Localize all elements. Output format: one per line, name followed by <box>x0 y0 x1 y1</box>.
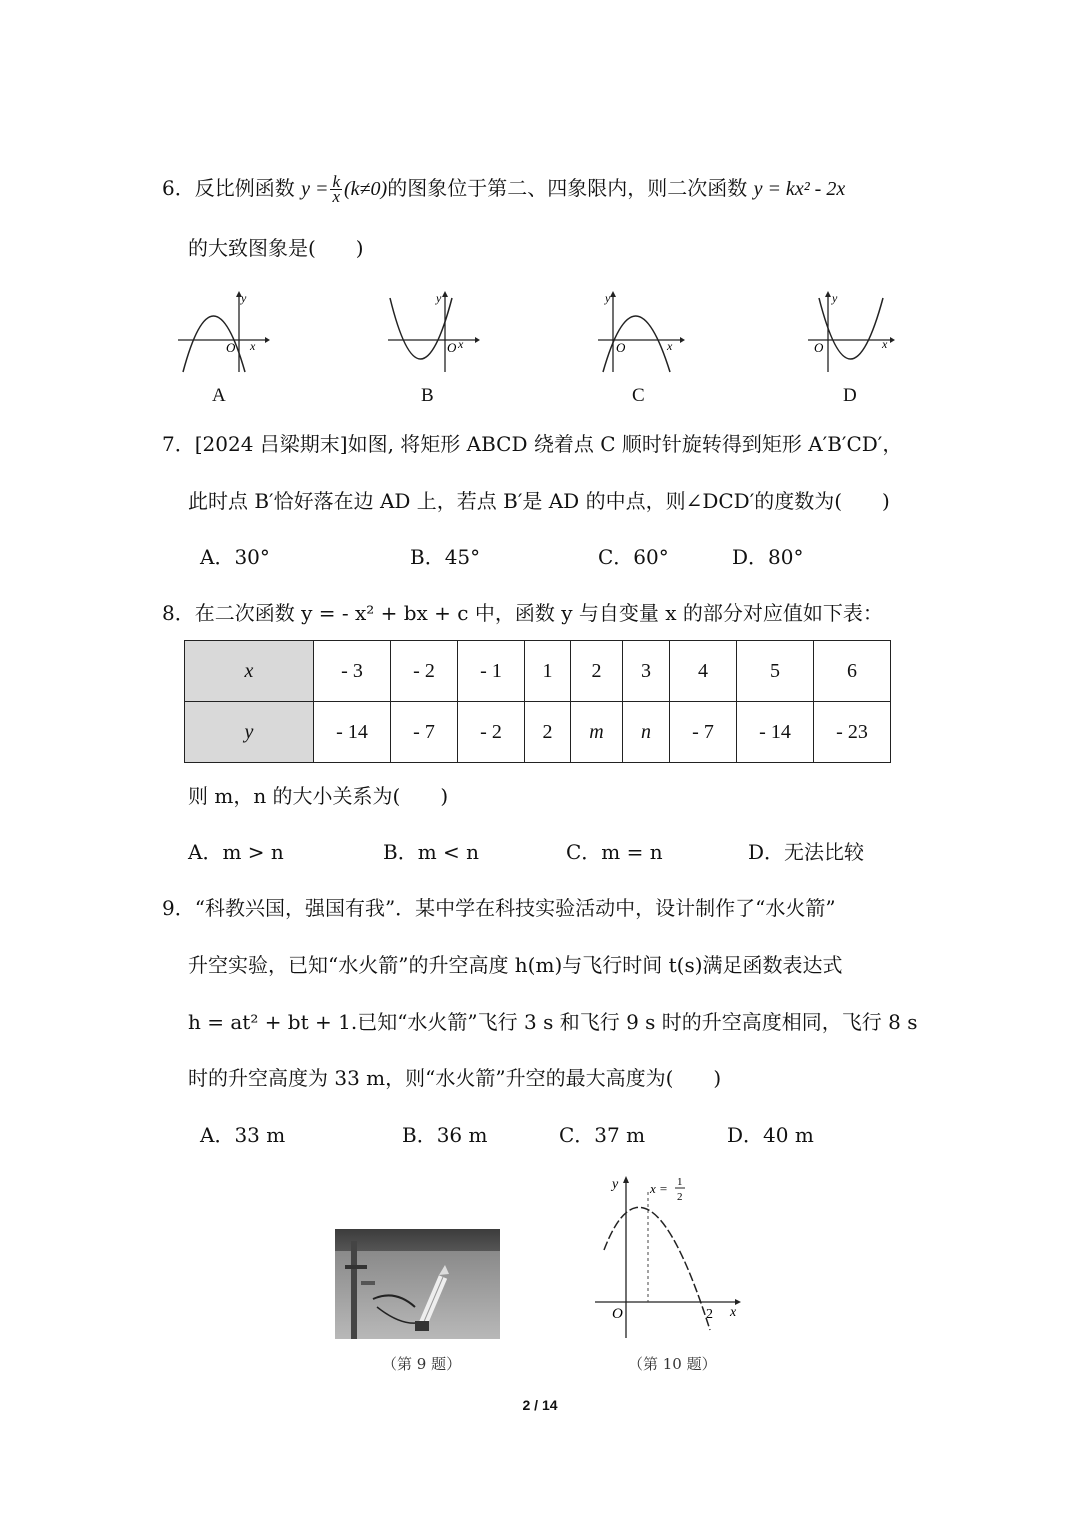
axis-label-origin: O <box>612 1306 623 1322</box>
q6-graph-c <box>595 290 690 375</box>
table-header-cell: y <box>185 702 314 763</box>
water-rocket-photo <box>335 1229 500 1339</box>
q7-option-b: B．45° <box>410 545 481 569</box>
table-cell: - 23 <box>814 702 891 763</box>
q8-option-b: B．m < n <box>383 840 480 864</box>
q9-option-b: B．36 m <box>402 1123 488 1147</box>
table-header-cell: x <box>185 641 314 702</box>
q6-line2: 的大致图象是( ) <box>188 236 364 260</box>
axis-label-y: y <box>832 291 838 305</box>
q8-option-d: D．无法比较 <box>748 840 865 864</box>
table-cell: 5 <box>737 641 814 702</box>
q9-option-c: C．37 m <box>559 1123 646 1147</box>
table-cell: - 1 <box>458 641 525 702</box>
table-cell: 1 <box>525 641 571 702</box>
q9-line2: 升空实验，已知“水火箭”的升空高度 h(m)与飞行时间 t(s)满足函数表达式 <box>188 953 843 977</box>
q6-option-a-label: A <box>212 385 226 406</box>
page-number: 2 / 14 <box>522 1397 558 1413</box>
q8-line1: 8．在二次函数 y = - x² + bx + c 中，函数 y 与自变量 x 的部分对应值如下表： <box>162 601 883 625</box>
q6-graph-b <box>385 290 480 375</box>
q6-text-b: 的图象位于第二、四象限内，则二次函数 <box>387 176 748 200</box>
q6-graph-a <box>175 290 270 375</box>
q9-line3: h = at² + bt + 1.已知“水火箭”飞行 3 s 和飞行 9 s 时的升空高度相同，飞行 8 s <box>188 1010 918 1034</box>
figure-10-parabola <box>590 1170 750 1340</box>
q7-line1: 7．[2024 吕梁期末]如图, 将矩形 ABCD 绕着点 C 顺时针旋转得到矩形 A′B′CD′， <box>162 432 903 456</box>
q8-value-table <box>184 640 891 763</box>
table-cell: - 14 <box>314 702 391 763</box>
q6-text-a: 反比例函数 <box>194 176 295 200</box>
q6-graph-d <box>805 290 900 375</box>
q7-option-a: A．30° <box>200 545 270 569</box>
table-cell: 6 <box>814 641 891 702</box>
table-cell: - 2 <box>458 702 525 763</box>
axis-label-origin: O <box>814 340 824 355</box>
q9-option-d: D．40 m <box>727 1123 814 1147</box>
axis-label-x: x <box>458 337 464 351</box>
q9-line1: 9．“科教兴国，强国有我”．某中学在科技实验活动中，设计制作了“水火箭” <box>162 896 836 920</box>
q7-line2: 此时点 B′恰好落在边 AD 上，若点 B′是 AD 的中点，则∠DCD′的度数为( ) <box>188 489 890 513</box>
root-label: 2 <box>706 1307 713 1322</box>
table-cell: - 3 <box>314 641 391 702</box>
table-cell: m <box>571 702 623 763</box>
q7-option-d: D．80° <box>732 545 804 569</box>
axis-label-origin: O <box>616 340 626 355</box>
q8-line2: 则 m，n 的大小关系为( ) <box>188 784 449 808</box>
symmetry-frac-num: 1 <box>677 1176 683 1188</box>
axis-label-x: x <box>667 339 673 353</box>
q7-option-c: C．60° <box>598 545 669 569</box>
table-cell: n <box>623 702 670 763</box>
axis-label-x: x <box>882 337 888 351</box>
symmetry-axis-label: x = <box>650 1181 668 1196</box>
axis-label-y: y <box>436 291 442 305</box>
axis-label-origin: O <box>447 340 457 355</box>
q6-option-c-label: C <box>632 385 645 406</box>
symmetry-frac-den: 2 <box>677 1191 683 1203</box>
table-cell: 3 <box>623 641 670 702</box>
q6-line1 <box>162 174 845 204</box>
q6-fraction <box>330 172 342 206</box>
axis-label-y: y <box>612 1177 619 1192</box>
axis-label-origin: O <box>226 340 236 355</box>
table-cell: - 7 <box>670 702 737 763</box>
axis-label-y: y <box>241 291 247 305</box>
q6-cond: (k≠0) <box>344 178 388 200</box>
axis-label-y: y <box>605 291 611 305</box>
table-cell: 4 <box>670 641 737 702</box>
q9-option-a: A．33 m <box>200 1123 286 1147</box>
q9-line4: 时的升空高度为 33 m，则“水火箭”升空的最大高度为( ) <box>188 1066 722 1090</box>
table-row <box>185 702 891 763</box>
q6-option-b-label: B <box>421 385 434 406</box>
q6-expr-fn: y = <box>301 178 329 200</box>
q6-number: 6． <box>162 176 195 200</box>
table-cell: - 2 <box>391 641 458 702</box>
table-row <box>185 641 891 702</box>
q6-option-d-label: D <box>843 385 857 406</box>
q8-option-a: A．m > n <box>188 840 284 864</box>
figure-10-caption: （第 10 题） <box>628 1355 717 1373</box>
figure-9-caption: （第 9 题） <box>382 1355 462 1373</box>
table-cell: 2 <box>525 702 571 763</box>
q6-expr-quad: y = kx² - 2x <box>753 178 846 200</box>
table-cell: - 14 <box>737 702 814 763</box>
axis-label-x: x <box>250 339 256 353</box>
axis-label-x: x <box>730 1305 737 1320</box>
q8-option-c: C．m = n <box>566 840 663 864</box>
table-cell: - 7 <box>391 702 458 763</box>
table-cell: 2 <box>571 641 623 702</box>
q6-frac-num: k <box>332 172 341 191</box>
q6-frac-den: x <box>332 187 341 206</box>
